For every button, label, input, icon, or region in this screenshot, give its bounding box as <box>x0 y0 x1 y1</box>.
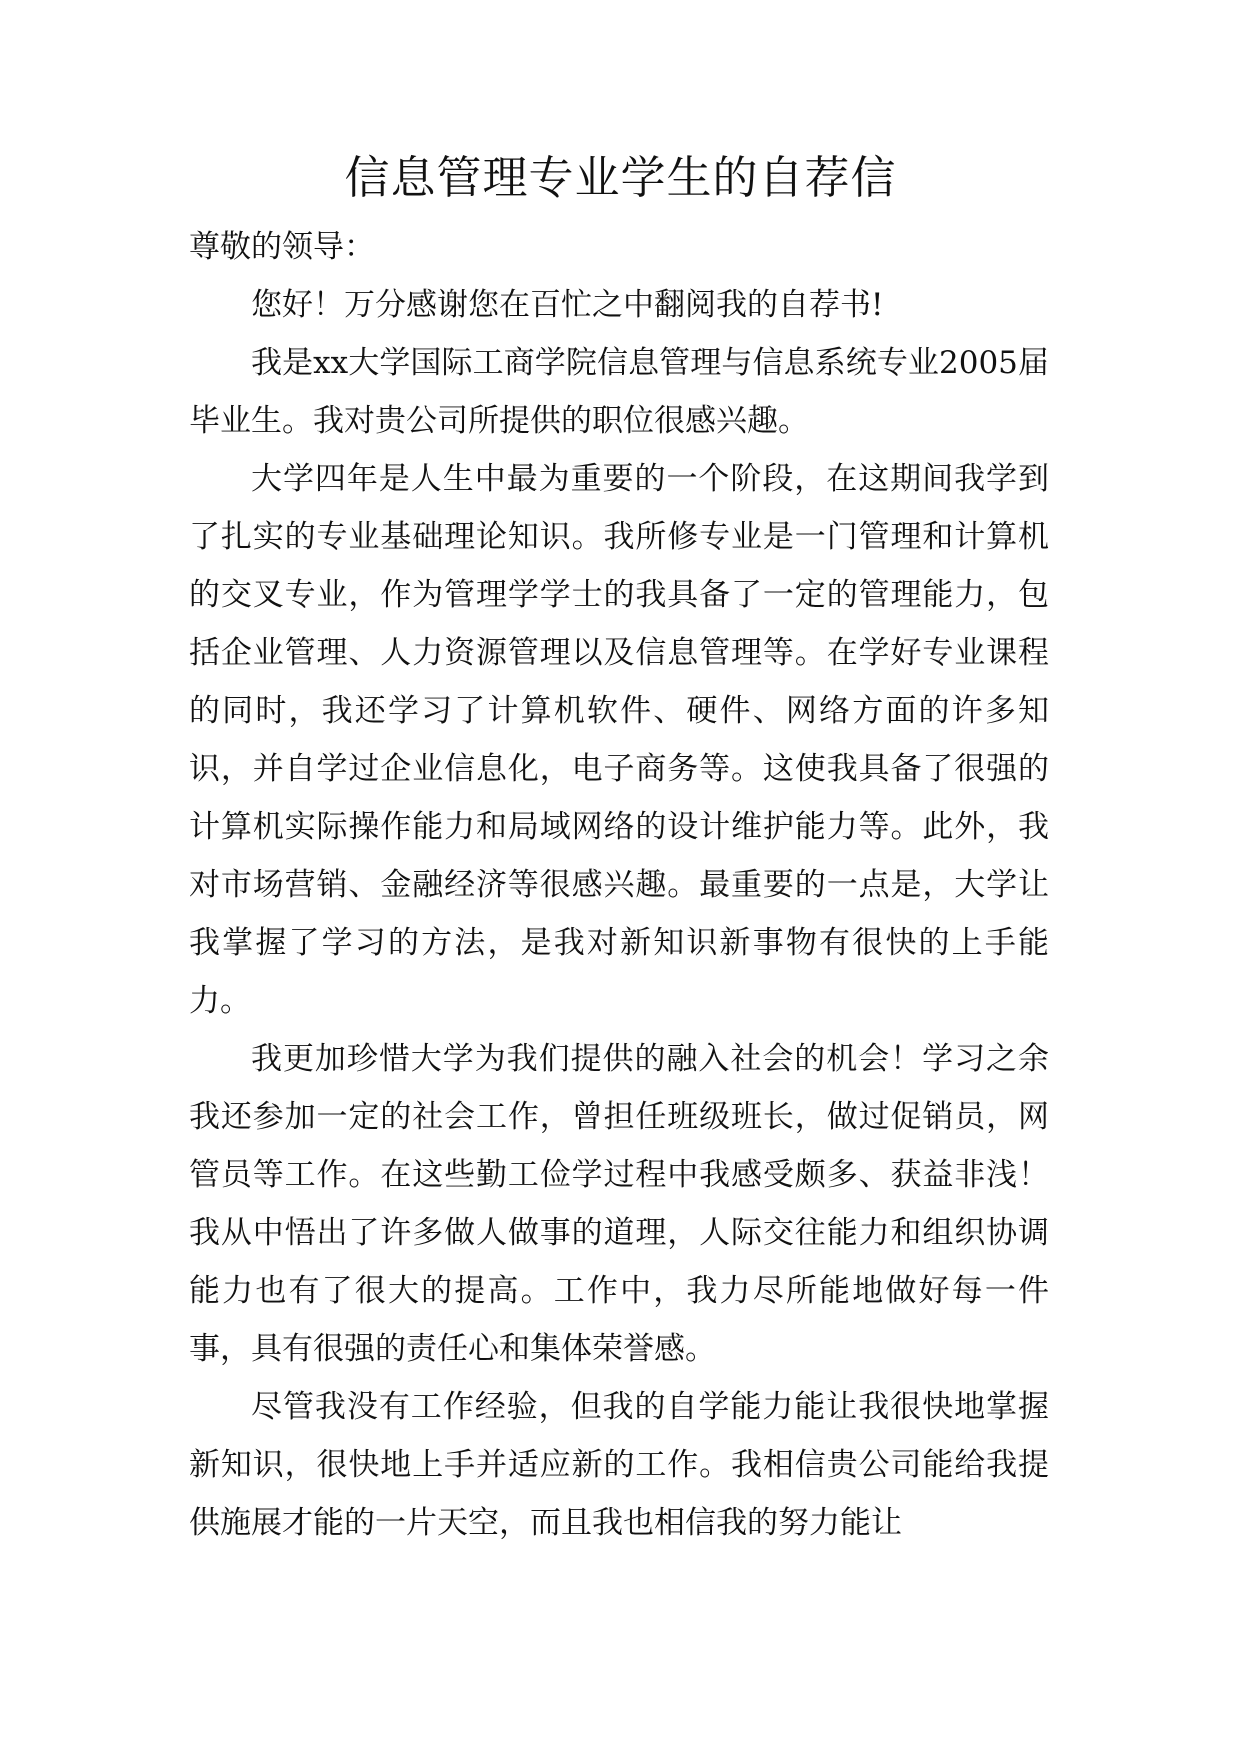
letter-body <box>189 218 1049 1552</box>
paragraph-greeting: 您好！万分感谢您在百忙之中翻阅我的自荐书! <box>251 287 884 323</box>
paragraph-experience: 我更加珍惜大学为我们提供的融入社会的机会！学习之余我还参加一定的社会工作，曾担任班级班长，做过促销员，网管员等工作。在这些勤工俭学过程中我感受颇多、获益非浅！我从中悟出了许多做人做事的道理，人际交往能力和组织协调能力也有了很大的提高。工作中，我力尽所能地做好每一件事，具有很强的责任心和集体荣誉感。 <box>189 1041 1049 1367</box>
paragraph-aspiration: 尽管我没有工作经验，但我的自学能力能让我很快地掌握新知识，很快地上手并适应新的工作。我相信贵公司能给我提供施展才能的一片天空，而且我也相信我的努力能让 <box>189 1389 1049 1541</box>
paragraph-introduction: 我是xx大学国际工商学院信息管理与信息系统专业2005届毕业生。我对贵公司所提供的职位很感兴趣。 <box>189 345 1049 439</box>
document-title: 信息管理专业学生的自荐信 <box>344 151 897 204</box>
salutation: 尊敬的领导： <box>189 229 375 265</box>
paragraph-education: 大学四年是人生中最为重要的一个阶段，在这期间我学到了扎实的专业基础理论知识。我所修专业是一门管理和计算机的交叉专业，作为管理学学士的我具备了一定的管理能力，包括企业管理、人力资源管理以及信息管理等。在学好专业课程的同时，我还学习了计算机软件、硬件、网络方面的许多知识，并自学过企业信息化，电子商务等。这使我具备了很强的计算机实际操作能力和局域网络的设计维护能力等。此外，我对市场营销、金融经济等很感兴趣。最重要的一点是，大学让我掌握了学习的方法，是我对新知识新事物有很快的上手能力。 <box>189 461 1049 1019</box>
